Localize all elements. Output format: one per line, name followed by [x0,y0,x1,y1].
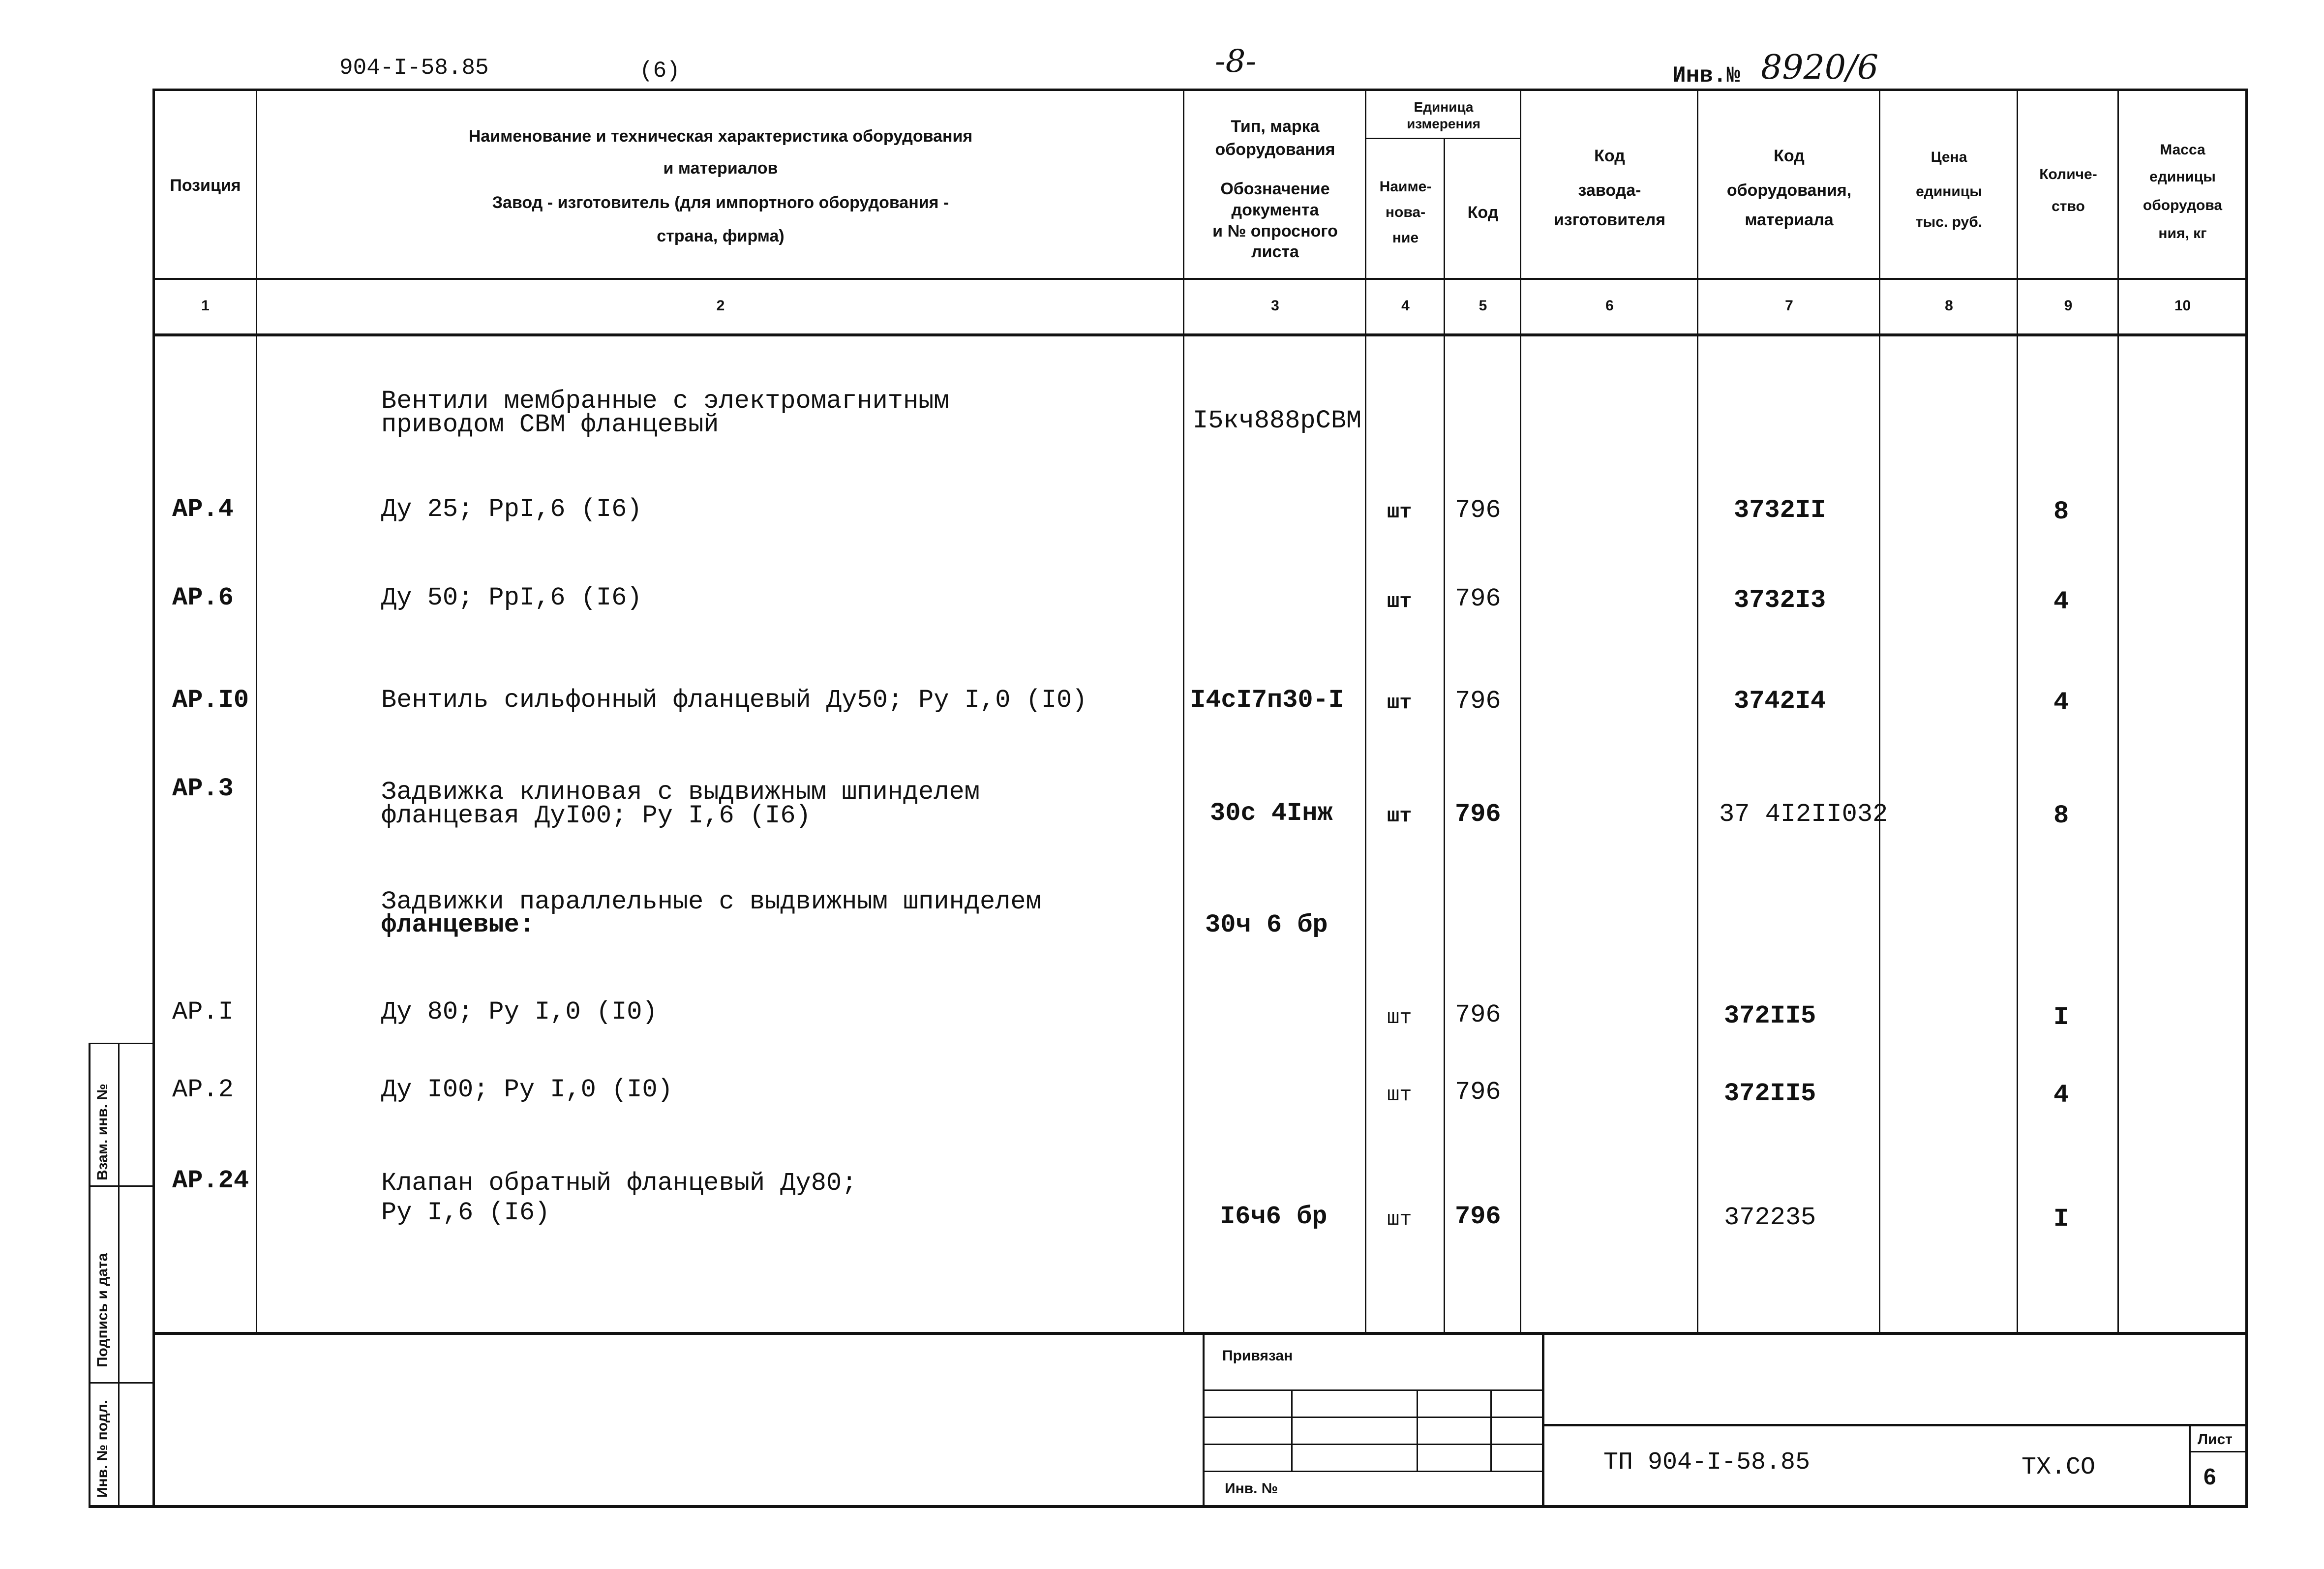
row-position: АР.6 [172,583,234,612]
footer-inv-no: Инв. № [1225,1480,1278,1497]
row-code: 3732I3 [1734,586,1826,615]
header-unit-l1: Единица [1414,99,1474,115]
header-unit-code: Код [1467,203,1499,222]
row-name-l2: Ру I,6 (I6) [381,1198,550,1227]
row-unit: шт [1387,1083,1412,1107]
col-sep-9 [2117,89,2119,1333]
header-unit-name-l2: нова- [1385,204,1426,220]
row-type: 30с 4Iнж [1210,799,1333,828]
row-unit: шт [1387,1006,1412,1029]
row-unit-code: 796 [1455,496,1501,525]
row-qty: 4 [2053,688,2069,717]
header-type-l1: Тип, марка [1231,117,1320,136]
row-code: 372235 [1724,1203,1816,1232]
header-qty-l1: Количе- [2039,166,2097,182]
row-position: АР.2 [172,1075,234,1104]
header-name-l1: Наименование и техническая характеристика оборудования [468,127,973,146]
side-inv-orig: Инв. № подл. [94,1399,111,1498]
footer-sheet-sep [2189,1451,2248,1452]
header-mass-l4: ния, кг [2158,225,2207,241]
header-factory-code-l1: Код [1594,147,1625,165]
row-code: 37 4I2II032 [1719,800,1888,829]
header-position: Позиция [170,176,241,195]
row-unit: шт [1387,691,1412,715]
side-sign-date: Подпись и дата [94,1253,111,1367]
side-mid-line [118,1043,120,1505]
row-unit: шт [1387,804,1412,828]
footer-right-block-line [1542,1333,1544,1505]
colnum-3: 3 [1271,298,1279,314]
row-code: 3742I4 [1734,687,1826,716]
header-factory-code-l3: изготовителя [1553,211,1666,229]
header-price-l1: Цена [1931,149,1967,165]
footer-grid-vline-1 [1291,1389,1293,1471]
footer-grid-vline-2 [1417,1389,1418,1471]
col-sep-5 [1520,89,1521,1333]
header-type-l4: документа [1231,201,1319,219]
col-sep-7 [1879,89,1880,1333]
colnum-1: 1 [201,298,210,314]
row-unit: шт [1387,500,1412,524]
side-sep-2 [89,1382,155,1384]
row-qty: 8 [2053,497,2069,526]
row-position: АР.3 [172,774,234,803]
row-type: I4cI7п30-I [1190,686,1344,715]
footer-sheet-num: 6 [2203,1464,2216,1489]
row-name-l2: фланцевые: [381,910,535,939]
row-qty: I [2053,1003,2069,1032]
row-code: 3732II [1734,496,1826,525]
row-name-l1: Ду 80; Ру I,0 (I0) [381,997,658,1026]
row-name-l1: Клапан обратный фланцевый Ду80; [381,1169,857,1198]
footer-sheet-line [2189,1424,2191,1505]
row-name-l1: Задвижка клиновая с выдвижным шпинделем [381,778,980,807]
colnum-2: 2 [716,298,725,314]
colnum-9: 9 [2064,298,2073,314]
footer-left-block-line [1203,1333,1205,1505]
header-equip-code-l2: оборудования, [1726,181,1852,200]
header-name-l2: и материалов [663,159,778,178]
row-type: I6ч6 бр [1220,1202,1328,1231]
col-sep-8 [2017,89,2018,1333]
side-top-line [89,1043,155,1044]
colnum-10: 10 [2174,298,2191,314]
header-name-l3: Завод - изготовитель (для импортного оборудования - [492,193,949,212]
colnum-4: 4 [1401,298,1410,314]
row-unit-code: 796 [1455,687,1501,716]
header-equip-code-l1: Код [1774,147,1805,165]
header-unit-name-l3: ние [1392,230,1419,246]
header-mass-l2: единицы [2149,169,2216,185]
row-unit: шт [1387,1207,1412,1231]
inv-value: 8920/6 [1761,48,1879,87]
col-sep-2 [1183,89,1184,1333]
row-type: 30ч 6 бр [1205,910,1328,939]
row-qty: 4 [2053,587,2069,616]
row-unit-code: 796 [1455,1078,1501,1107]
side-replace-inv: Взам. инв. № [94,1084,111,1180]
row-position: АР.4 [172,495,234,524]
inv-label: Инв.№ [1672,63,1741,89]
colnum-6: 6 [1605,298,1614,314]
footer-mark: ТХ.СО [2022,1453,2096,1481]
row-name-l1: Вентиль сильфонный фланцевый Ду50; Ру I,0 (I0) [381,686,1087,715]
frame-right-line [2245,89,2248,1505]
colnum-7: 7 [1785,298,1793,314]
row-qty: 8 [2053,801,2069,830]
row-unit: шт [1387,590,1412,613]
unit-group-line [1365,138,1520,139]
row-name-l1: Ду I00; Ру I,0 (I0) [381,1075,673,1104]
row-qty: I [2053,1205,2069,1234]
header-type-l5: и № опросного [1212,222,1338,241]
header-equip-code-l3: материала [1745,211,1834,229]
row-qty: 4 [2053,1081,2069,1110]
header-mass-l1: Масса [2160,142,2205,158]
col-sep-6 [1697,89,1698,1333]
header-type-l6: листа [1251,242,1299,261]
header-type-l3: Обозначение [1220,180,1330,198]
row-name-l1: Ду 50; РрI,6 (I6) [381,583,642,612]
header-name-l4: страна, фирма) [657,227,785,245]
side-left-line [89,1043,91,1505]
body-bottom-line [152,1332,2248,1335]
row-unit-code: 796 [1455,800,1501,829]
header-qty-l2: ство [2052,198,2085,214]
footer-doc-code: ТП 904-I-58.85 [1603,1448,1811,1477]
colnum-bottom-line [152,333,2248,336]
colnum-8: 8 [1945,298,1953,314]
footer-title-line [1542,1424,2248,1426]
frame-bottom-line [89,1505,2248,1508]
footer-grid-line-4 [1203,1471,1542,1472]
row-unit-code: 796 [1455,1202,1501,1231]
side-sep-1 [89,1185,155,1187]
row-name-l1: Задвижки параллельные с выдвижным шпинделем [381,887,1041,916]
row-code: 372II5 [1724,1001,1816,1030]
row-name-l2: фланцевая ДуI00; Ру I,6 (I6) [381,801,811,830]
header-unit-l2: измерения [1407,116,1480,131]
frame-top-line [152,89,2248,91]
row-name-l1: Ду 25; РрI,6 (I6) [381,495,642,524]
row-name-l2: приводом СВМ фланцевый [381,410,719,439]
row-code: 372II5 [1724,1079,1816,1108]
header-price-l3: тыс. руб. [1915,214,1983,230]
header-type-l2: оборудования [1215,140,1335,159]
row-position: АР.I [172,997,234,1026]
header-price-l2: единицы [1916,183,1982,200]
col-sep-1 [256,89,257,1333]
header-unit-name-l1: Наиме- [1379,179,1432,195]
footer-sheet-label: Лист [2198,1431,2233,1448]
header-bottom-line [152,278,2248,280]
row-unit-code: 796 [1455,584,1501,613]
page-number: -8- [1215,43,1256,80]
header-mass-l3: оборудова [2143,197,2223,213]
row-position: АР.24 [172,1166,249,1195]
header-factory-code-l2: завода- [1578,181,1641,200]
row-unit-code: 796 [1455,1000,1501,1029]
row-type: I5кч888рСВМ [1193,406,1362,435]
row-name-l1: Вентили мембранные с электромагнитным [381,387,949,416]
col-sep-4 [1444,138,1445,1333]
sheet-paren: (6) [639,58,680,84]
footer-grid-vline-3 [1490,1389,1492,1471]
col-sep-3 [1365,89,1366,1333]
row-position: АР.I0 [172,686,249,715]
colnum-5: 5 [1479,298,1487,314]
footer-tied: Привязан [1222,1348,1293,1364]
project-code: 904-I-58.85 [339,55,489,81]
